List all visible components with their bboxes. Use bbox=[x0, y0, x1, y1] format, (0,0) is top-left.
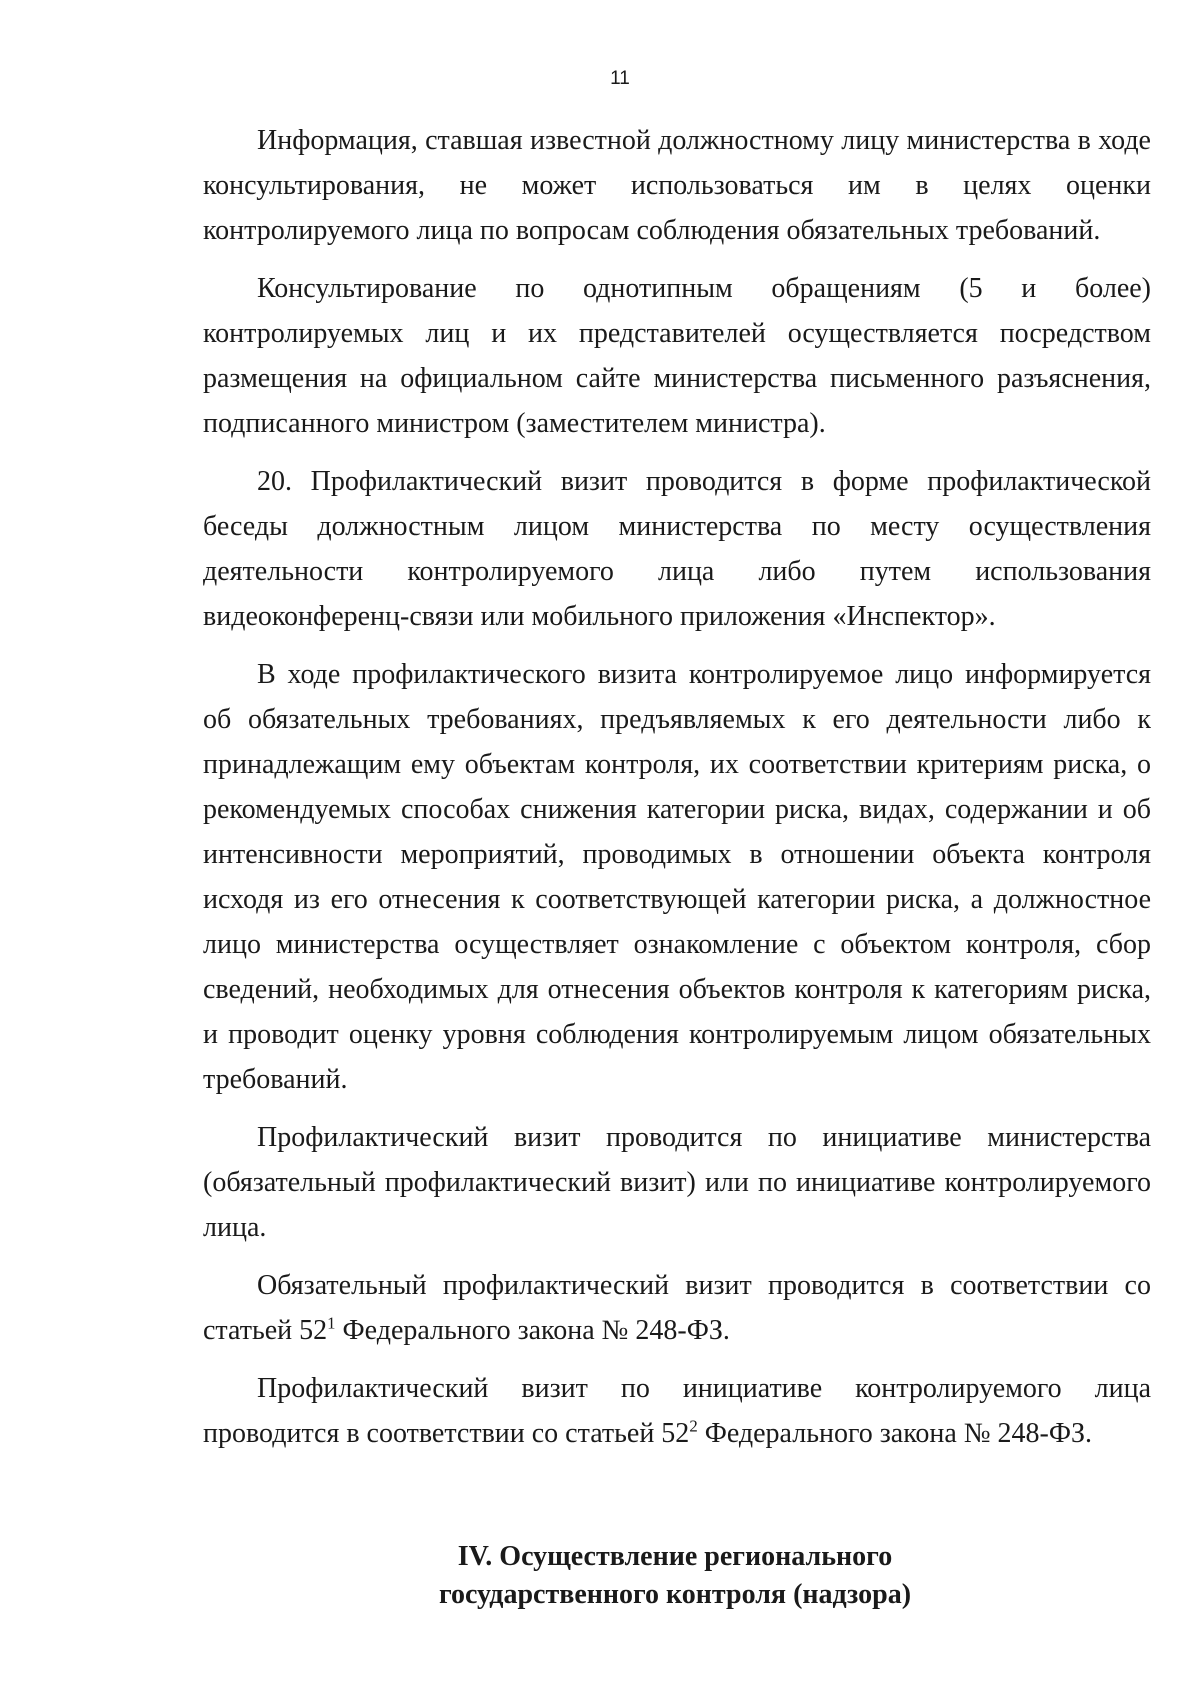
paragraph-mandatory-visit-text: Обязательный профилактический визит проводится в соответствии со статьей 52 bbox=[203, 1270, 1151, 1346]
paragraph-consultation-similar: Консультирование по однотипным обращениям (5 и более) контролируемых лиц и их представителей осуществляется посредством размещения на официальном сайте министерства письменного разъяснения, подписанного министром (заместителем министра). bbox=[203, 273, 1151, 439]
section-heading-line-2: государственного контроля (надзора) bbox=[438, 1579, 912, 1610]
article-superscript: 1 bbox=[327, 1313, 336, 1333]
paragraph-mandatory-visit bbox=[203, 1263, 1151, 1353]
document-body bbox=[203, 118, 1151, 1469]
article-superscript: 2 bbox=[689, 1416, 698, 1436]
paragraph-visit-content: В ходе профилактического визита контролируемое лицо информируется об обязательных требованиях, предъявляемых к его деятельности либо к принадлежащим ему объектам контроля, их соответствии критериям риска, о рекомендуемых способах снижения категории риска, видах, содержании и об интенсивности мероприятий, проводимых в отношении объекта контроля исходя из его отнесения к соответствующей категории риска, а должностное лицо министерства осуществляет ознакомление с объектом контроля, сбор сведений, необходимых для отнесения объектов контроля к категориям риска, и проводит оценку уровня соблюдения контролируемым лицом обязательных требований. bbox=[203, 659, 1151, 1095]
section-heading-line-1: IV. Осуществление регионального bbox=[457, 1541, 893, 1572]
page-number: 11 bbox=[610, 68, 630, 89]
paragraph-initiative-visit-text: Профилактический визит по инициативе контролируемого лица проводится в соответствии со статьей 52 bbox=[203, 1373, 1151, 1449]
paragraph-preventive-visit: 20. Профилактический визит проводится в форме профилактической беседы должностным лицом министерства по месту осуществления деятельности контролируемого лица либо путем использования видеоконференц-связи или мобильного приложения «Инспектор». bbox=[203, 466, 1151, 632]
paragraph-initiative-visit bbox=[203, 1366, 1151, 1456]
section-heading bbox=[0, 1538, 1200, 1614]
paragraph-consultation-info: Информация, ставшая известной должностному лицу министерства в ходе консультирования, не может использоваться им в целях оценки контролируемого лица по вопросам соблюдения обязательных требований. bbox=[203, 125, 1151, 246]
paragraph-visit-initiative: Профилактический визит проводится по инициативе министерства (обязательный профилактический визит) или по инициативе контролируемого лица. bbox=[203, 1122, 1151, 1243]
paragraph-initiative-visit-law: Федерального закона № 248-ФЗ. bbox=[697, 1418, 1093, 1449]
paragraph-mandatory-visit-law: Федерального закона № 248-ФЗ. bbox=[335, 1315, 730, 1346]
